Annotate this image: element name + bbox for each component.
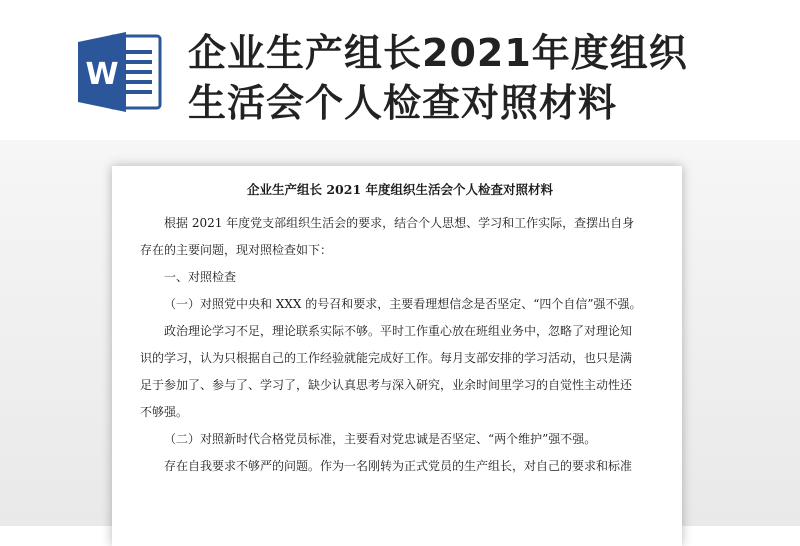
subsection-heading: （一）对照党中央和 XXX 的号召和要求，主要看理想信念是否坚定、“四个自信”强不强。 <box>164 297 642 311</box>
paragraph-line: 根据 2021 年度党支部组织生活会的要求，结合个人思想、学习和工作实际，查摆出自身 <box>164 216 635 230</box>
paragraph-line: 存在自我要求不够严的问题。作为一名刚转为正式党员的生产组长，对自己的要求和标准 <box>164 459 633 473</box>
paragraph-line: 政治理论学习不足，理论联系实际不够。平时工作重心放在班组业务中，忽略了对理论知 <box>164 324 633 338</box>
paragraph-line: 识的学习，认为只根据自己的工作经验就能完成好工作。每月支部安排的学习活动，也只是满 <box>140 351 633 365</box>
banner-title-line-2: 生活会个人检查对照材料 <box>188 81 618 125</box>
paragraph-line: 存在的主要问题，现对照检查如下： <box>140 243 333 257</box>
word-app-icon <box>76 30 164 114</box>
banner-title <box>188 28 708 128</box>
paragraph-line: 足于参加了、参与了、学习了，缺少认真思考与深入研究，业余时间里学习的自觉性主动性还 <box>140 378 633 392</box>
paragraph-line: 不够强。 <box>140 405 189 419</box>
word-logo-letter: W <box>85 57 119 92</box>
banner-title-line-1: 企业生产组长2021年度组织 <box>188 31 688 75</box>
header-banner <box>0 0 800 140</box>
section-heading: 一、对照检查 <box>164 270 237 284</box>
document-title: 企业生产组长 2021 年度组织生活会个人检查对照材料 <box>247 182 553 197</box>
subsection-heading: （二）对照新时代合格党员标准，主要看对党忠诚是否坚定、“两个维护”强不强。 <box>164 432 597 446</box>
document-body <box>140 182 656 480</box>
